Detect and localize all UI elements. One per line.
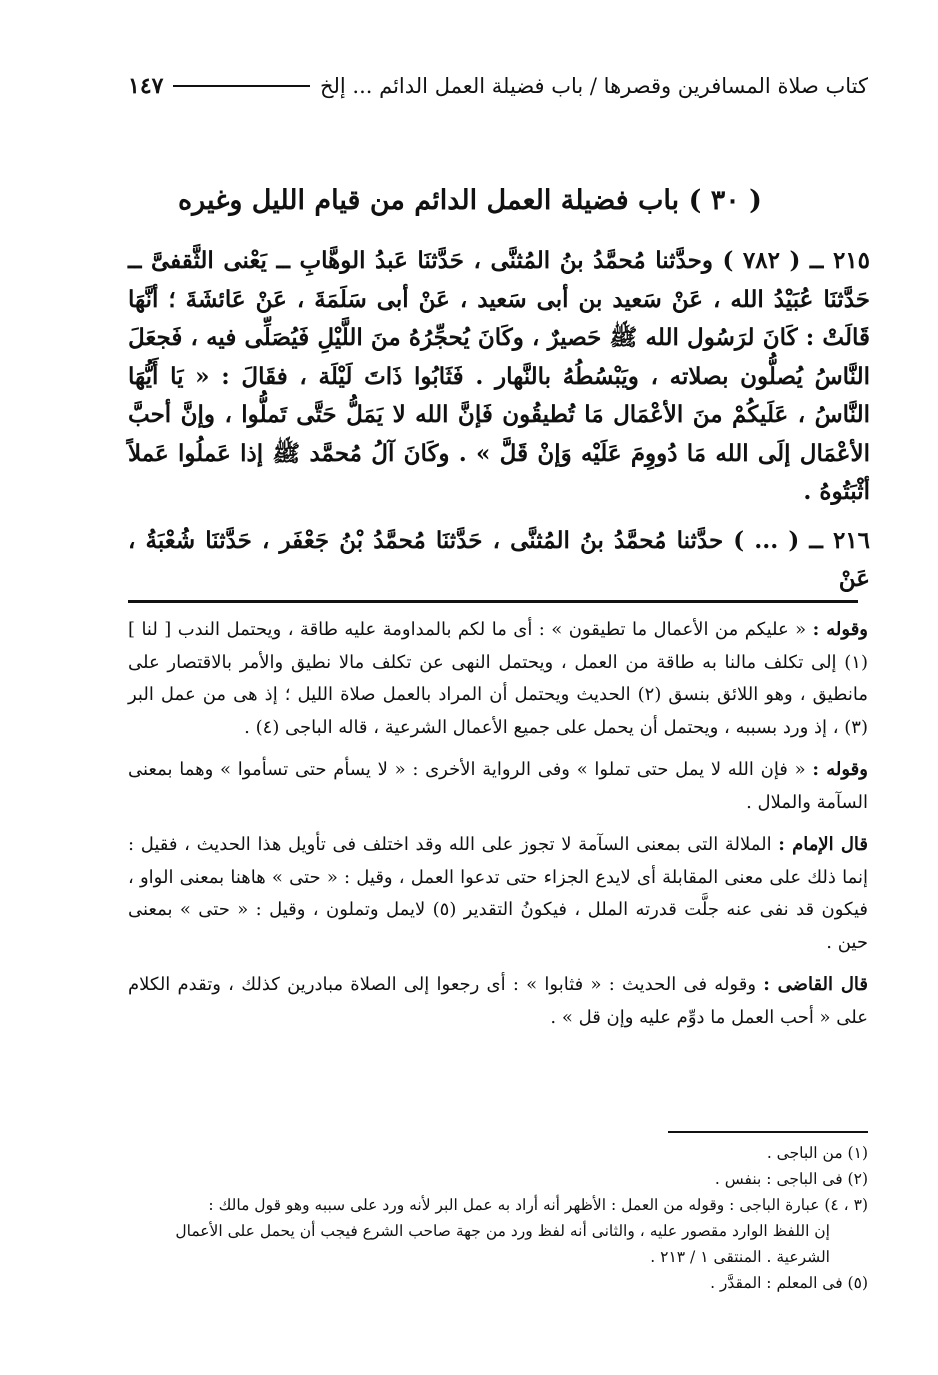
- commentary-body: « عليكم من الأعمال ما تطيقون » : أى ما لكم بالمداومة عليه طاقة ، ويحتمل الندب [ لنا ] (١) إلى تكلف مالنا به طاقة من العمل ، ويحتمل النهى عن تكلف مالا نطيق والأمر بالاقتصار على مانطيق ، وهو اللائق بنسق (٢) الحديث ويحتمل أن المراد بالعمل صلاة الليل ؛ إذ هى من عمل البر (٣) ، إذ ورد بسببه ، ويحتمل أن يحمل على جميع الأعمال الشرعية ، قاله الباجى (٤) .: [128, 619, 869, 738]
- main-text-divider: [128, 600, 858, 603]
- hadith-text: [128, 242, 870, 599]
- footnote-3-4: (٣ ، ٤) عبارة الباجى : وقوله من العمل : الأظهر أنه أراد به عمل البر لأنه ورد على سببه وهو قول مالك :: [208, 1196, 868, 1214]
- commentary-paragraph: [128, 829, 868, 959]
- running-header: [128, 66, 868, 106]
- commentary-lead: وقوله :: [812, 759, 868, 780]
- commentary-paragraph: [128, 754, 868, 819]
- running-title: كتاب صلاة المسافرين وقصرها / باب فضيلة العمل الدائم ... إلخ: [319, 74, 868, 98]
- footnote-3-4-continued: الشرعية . المنتقى ١ / ٢١٣ .: [650, 1248, 830, 1266]
- commentary: [128, 614, 868, 1044]
- commentary-paragraph: [128, 969, 868, 1034]
- commentary-lead: قال القاضى :: [763, 974, 868, 995]
- footnote-3-4-continued: إن اللفظ الوارد مقصور عليه ، والثانى أنه لفظ ورد من جهة صاحب الشرع فيجب أن يحمل على الأعمال: [175, 1222, 830, 1240]
- footnote-divider: [668, 1131, 868, 1133]
- footnotes: [128, 1140, 868, 1296]
- footnote-1: (١) من الباجى .: [766, 1144, 868, 1162]
- commentary-body: وقوله فى الحديث : « فثابوا » : أى رجعوا إلى الصلاة مبادرين كذلك ، وتقدم الكلام على « أحب العمل ما دوِّم عليه وإن قل » .: [128, 974, 868, 1028]
- hadith-215: ٢١٥ ــ ( ٧٨٢ ) وحدَّثنا مُحمَّدُ بنُ المُثنَّى ، حَدَّثنَا عَبدُ الوهَّابِ ــ يَعْنى الثَّقفىَّ ــ حَدَّثنَا عُبَيْدُ الله ، عَنْ سَعيد بن أبى سَعيد ، عَنْ أبى سَلَمَةَ ، عَنْ عَائشَةَ ؛ أنَّهَا قَالَتْ : كَانَ لرَسُول الله ﷺ حَصيرٌ ، وكَانَ يُحجِّرُهُ منَ اللَّيْلِ فَيُصَلِّى فيه ، فَجعَلَ النَّاسُ يُصلُّون بصلاته ، ويَبْسُطُهُ بالنَّهار . فَثَابُوا ذَاتَ لَيْلَة ، فقَالَ : « يَا أَيُّهَا النَّاسُ ، عَلَيكُمْ منَ الأعْمَال مَا تُطيقُون فَإنَّ الله لا يَمَلُّ حَتَّى تَملُّوا ، وإنَّ أحبَّ الأعْمَال إلَى الله مَا دُووِمَ عَلَيْه وَإنْ قَلَّ » . وكَانَ آلُ مُحمَّد ﷺ إذا عَملُوا عَملاً أثْبَتُوهُ .: [128, 247, 870, 505]
- footnote-2: (٢) فى الباجى : بنفس .: [714, 1170, 868, 1188]
- commentary-body: « فإن الله لا يمل حتى تملوا » وفى الرواية الأخرى : « لا يسأم حتى تسأموا » وهما بمعنى السآمة والملال .: [128, 759, 868, 813]
- chapter-title: ( ٣٠ ) باب فضيلة العمل الدائم من قيام الليل وغيره: [178, 185, 762, 216]
- header-rule: [173, 85, 309, 87]
- footnote-5: (٥) فى المعلم : المقدَّر .: [710, 1274, 868, 1292]
- page-number: ١٤٧: [128, 73, 164, 99]
- commentary-paragraph: [128, 614, 868, 744]
- commentary-body: الملالة التى بمعنى السآمة لا تجوز على الله وقد اختلف فى تأويل هذا الحديث ، فقيل : إنما ذلك على معنى المقابلة أى لايدع الجزاء حتى تدعوا العمل ، وقيل : « حتى » هاهنا بمعنى الواو ، فيكون قد نفى عنه جلَّت قدرته الملل ، فيكونُ التقدير (٥) لايمل وتملون ، وقيل : « حتى » بمعنى حين .: [128, 834, 868, 953]
- commentary-lead: قال الإمام :: [778, 834, 868, 855]
- hadith-216: ٢١٦ ــ ( ... ) حدَّثنا مُحمَّدُ بنُ المُثنَّى ، حَدَّثنَا مُحمَّدُ بْنُ جَعْفَر ، حَدَّثنَا شُعْبَةُ ، عَنْ: [128, 526, 870, 592]
- commentary-lead: وقوله :: [812, 619, 868, 640]
